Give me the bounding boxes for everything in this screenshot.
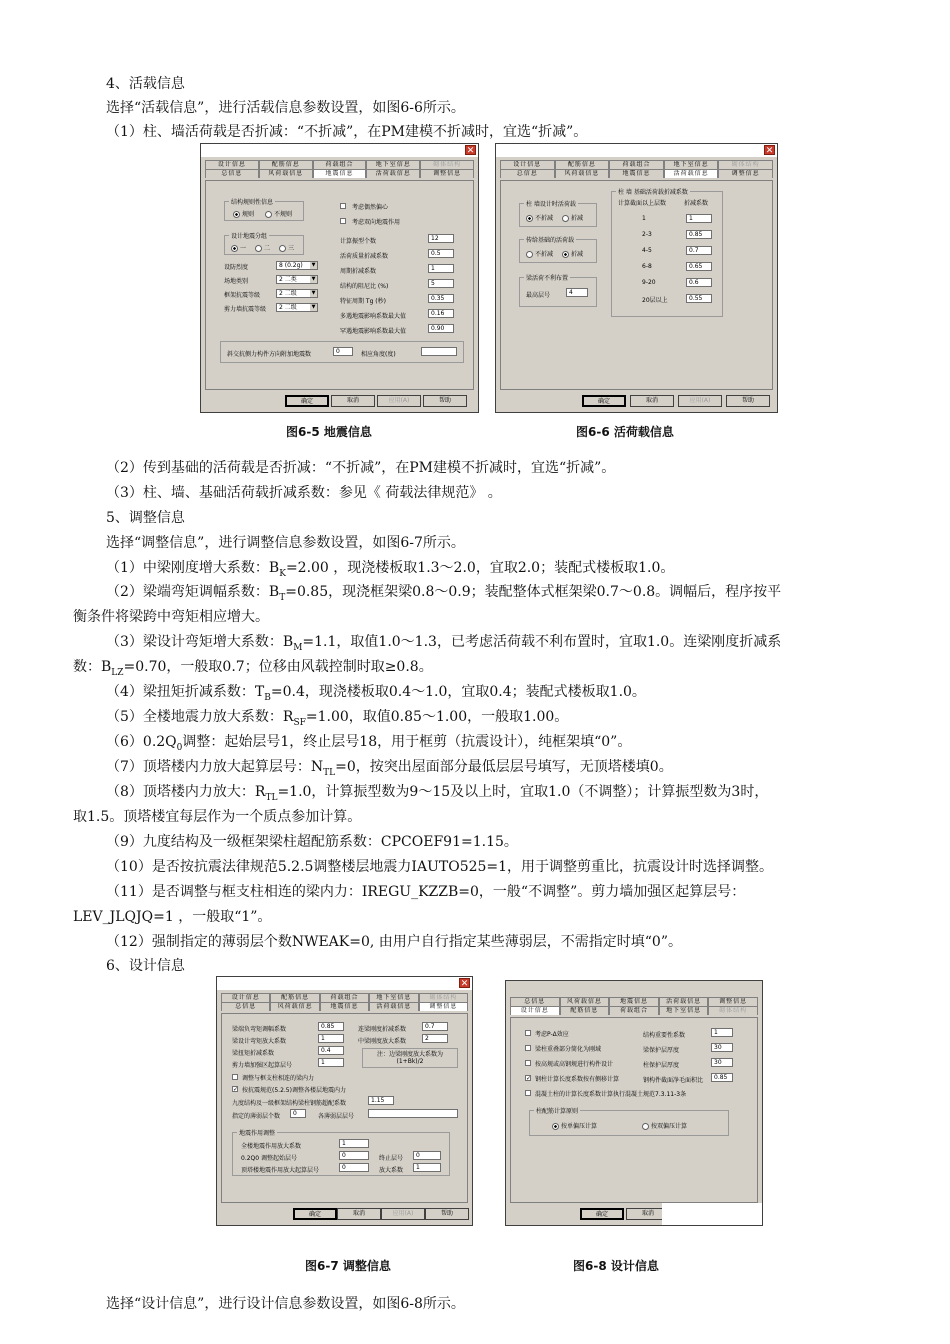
- paragraph-line: 5、调整信息: [106, 510, 185, 526]
- tab-reinforcement[interactable]: 配筋信息: [555, 160, 610, 169]
- ok-button[interactable]: 确定: [582, 395, 626, 407]
- torsion-reduction-input[interactable]: 0.4: [318, 1046, 344, 1055]
- wall-strengthen-input[interactable]: 1: [318, 1058, 344, 1067]
- ok-button[interactable]: 确定: [293, 1208, 337, 1220]
- tab-bar: [205, 160, 474, 180]
- tab-general[interactable]: 总信息: [500, 169, 555, 178]
- angle-label: 相应角度(度): [361, 351, 396, 358]
- tab-general[interactable]: 总信息: [221, 1002, 270, 1011]
- reduction-factor-input[interactable]: 0.55: [686, 294, 712, 303]
- seismic-adjust-checkbox[interactable]: ✓: [233, 1086, 239, 1093]
- checkbox-label: 混凝土柱的计算长度系数计算执行混凝土规范7.3.11-3条: [535, 1091, 687, 1098]
- checkbox-label: 钢柱计算长度系数按有侧移计算: [535, 1076, 620, 1083]
- weak-floors-label: 各薄弱层层号: [318, 1113, 355, 1120]
- note-box: 注：边梁刚度放大系数为 (1+Bk)/2: [362, 1048, 458, 1068]
- help-button[interactable]: 帮助: [425, 1208, 469, 1220]
- column-cover-label: 柱保护层厚度: [643, 1062, 680, 1069]
- reduction-factor-input[interactable]: 0.6: [686, 278, 712, 287]
- group-title: 柱 墙 基础活荷载折减系数: [618, 189, 688, 196]
- tab-wind[interactable]: 风荷载信息: [560, 997, 610, 1006]
- cancel-button[interactable]: 取消: [337, 1208, 381, 1220]
- net-gross-input[interactable]: 0.85: [711, 1073, 733, 1082]
- paragraph-line: （10）是否按抗震法律规范5.2.5调整楼层地震力IAUTO525=1，用于调整剪重比，抗震设计时选择调整。: [106, 859, 774, 875]
- paragraph-line: 选择“设计信息”，进行设计信息参数设置，如图6-8所示。: [106, 1296, 465, 1312]
- tg-label: 特征周期 Tg (秒): [340, 298, 386, 305]
- global-amp-input[interactable]: 1: [339, 1139, 369, 1148]
- q0-start-label: 0.2Q0 调整起始层号: [241, 1155, 297, 1162]
- figure-caption-6-6: 图6-6 活荷载信息: [576, 425, 674, 439]
- tab-load-combo[interactable]: 荷载组合: [313, 160, 367, 169]
- reduction-factor-input[interactable]: 0.85: [686, 230, 712, 239]
- adjust-dialog: [216, 976, 473, 1226]
- dialog-title-bar: [201, 144, 478, 157]
- text-run: （1）中梁刚度增大系数：B: [106, 560, 280, 576]
- seismic-panel: [205, 180, 474, 390]
- group-title: 设计地震分组: [231, 233, 268, 240]
- tab-wind[interactable]: 风荷载信息: [555, 169, 610, 178]
- reduction-factor-input[interactable]: 1: [686, 214, 712, 223]
- top-floor-label: 最高层号: [526, 292, 551, 299]
- cancel-button[interactable]: 取消: [331, 395, 375, 407]
- tab-adjust[interactable]: 调整信息: [708, 997, 758, 1006]
- mass-reduction-label: 活荷质量折减系数: [340, 253, 389, 260]
- rigid-zone-checkbox[interactable]: [525, 1045, 531, 1051]
- subscript: TL: [265, 792, 278, 803]
- tab-bar: [221, 993, 468, 1013]
- ok-button[interactable]: 确定: [580, 1208, 624, 1220]
- beam-cover-input[interactable]: 30: [711, 1043, 733, 1052]
- close-icon[interactable]: ✕: [466, 146, 475, 156]
- floor-range-label: 6-8: [642, 263, 652, 270]
- oblique-group: [220, 341, 464, 363]
- checkbox-label: 考虑双向地震作用: [352, 219, 401, 226]
- over-reinforce-label: 九度结构及一级框架结构梁柱钢筋超配系数: [232, 1100, 347, 1107]
- period-reduction-label: 周期折减系数: [340, 268, 377, 275]
- checkbox-label: 梁柱重叠部分简化为刚域: [535, 1046, 602, 1053]
- mode-count-label: 计算振型个数: [340, 238, 377, 245]
- design-dialog: [505, 980, 763, 1226]
- frequent-max-label: 多遇地震影响系数最大值: [340, 313, 407, 320]
- tower-amp-label: 放大系数: [379, 1167, 404, 1174]
- floor-range-label: 20层以上: [642, 297, 668, 304]
- live-load-dialog: [495, 143, 778, 413]
- column-cover-input[interactable]: 30: [711, 1058, 733, 1067]
- tg-input[interactable]: 0.35: [428, 294, 454, 303]
- subscript: B: [264, 692, 271, 703]
- close-icon[interactable]: ✕: [765, 146, 774, 156]
- tab-design[interactable]: 设计信息: [500, 160, 555, 169]
- group-title: 传给基础的活荷载: [526, 237, 575, 244]
- paragraph-line: （11）是否调整与框支柱相连的梁内力：IREGU_KZZB=0，一般“不调整”。剪力墙加强区起算层号：: [106, 884, 746, 900]
- apply-button: 应用(A): [678, 395, 722, 407]
- seismic-dialog: [200, 143, 479, 413]
- tab-basement[interactable]: 地下室信息: [664, 160, 719, 169]
- tower-start-label: 顶塔楼地震作用放大起算层号: [241, 1167, 320, 1174]
- tab-basement[interactable]: 地下室信息: [659, 1006, 709, 1015]
- weak-count-label: 指定的薄弱层个数: [232, 1113, 281, 1120]
- floor-range-label: 4-5: [642, 247, 652, 254]
- p-delta-checkbox[interactable]: [525, 1030, 531, 1036]
- tab-load-combo[interactable]: 荷载组合: [609, 160, 664, 169]
- importance-label: 结构重要性系数: [643, 1032, 686, 1039]
- tab-masonry: 砌体结构: [420, 160, 474, 169]
- dialog-buttons: [496, 395, 777, 409]
- frame-grade-select[interactable]: 2 二级 ▼: [276, 289, 318, 298]
- checkbox-label: 考虑偶然偏心: [352, 204, 389, 211]
- tower-amp-input[interactable]: 1: [413, 1163, 441, 1172]
- torsion-reduction-label: 梁扭矩折减系数: [232, 1050, 275, 1057]
- damping-input[interactable]: 5: [428, 279, 454, 288]
- live-load-panel: [500, 180, 773, 390]
- wall-strengthen-label: 剪力墙加强区起算层号: [232, 1062, 293, 1069]
- tab-live-load[interactable]: 活荷载信息: [659, 997, 709, 1006]
- coupling-beam-input[interactable]: 0.7: [422, 1022, 448, 1031]
- paragraph-line: （3）柱、墙、基础活荷载折减系数：参见《 荷载法律规范》 。: [106, 485, 502, 501]
- text-run: =0.70，一般取0.7；位移由风载控制时取≥0.8。: [123, 659, 433, 675]
- cancel-button[interactable]: 取消: [626, 1208, 670, 1220]
- tab-basement[interactable]: 地下室信息: [369, 993, 418, 1002]
- text-run: =0，按突出屋面部分最低层层号填写，无顶塔楼填0。: [335, 759, 673, 775]
- tab-seismic[interactable]: 地震信息: [609, 997, 659, 1006]
- group-1-radio[interactable]: 一: [231, 243, 246, 252]
- tab-reinforcement[interactable]: 配筋信息: [270, 993, 319, 1002]
- dialog-buttons: [201, 395, 478, 409]
- intensity-select[interactable]: 8 (0.2g) ▼: [276, 261, 318, 270]
- regularity-group: [224, 201, 304, 221]
- rare-max-label: 罕遇地震影响系数最大值: [340, 328, 407, 335]
- tab-seismic[interactable]: 地震信息: [313, 169, 367, 178]
- subscript: T: [279, 592, 286, 603]
- frame-grade-label: 框架抗震等级: [224, 292, 261, 299]
- importance-input[interactable]: 1: [711, 1028, 733, 1037]
- text-run: 调整：起始层号1，终止层号18，用于框剪（抗震设计），纯框架填“0”。: [182, 734, 632, 750]
- coupling-beam-label: 连梁刚度折减系数: [358, 1026, 407, 1033]
- tab-adjust[interactable]: 调整信息: [419, 1002, 468, 1011]
- reduce-radio[interactable]: 折减: [562, 213, 583, 222]
- tab-masonry: 砌体结构: [718, 160, 773, 169]
- column-header: 计算截面以上层数: [618, 200, 667, 207]
- group-title: 地震作用调整: [239, 1130, 276, 1137]
- design-group-group: [224, 235, 304, 255]
- mid-beam-stiffness-label: 中梁刚度放大系数: [358, 1038, 407, 1045]
- column-wall-live-group: [519, 203, 597, 227]
- text-run: =1.0，计算振型数为9～15及以上时，宜取1.0（不调整）；计算振型数为3时，: [277, 784, 769, 800]
- text-run: （4）梁扭矩折减系数：T: [106, 684, 265, 700]
- group-2-radio[interactable]: 二: [255, 243, 270, 252]
- tab-load-combo[interactable]: 荷载组合: [609, 1006, 659, 1015]
- tab-live-load[interactable]: 活荷载信息: [369, 1002, 418, 1011]
- group-title: 结构规则性信息: [231, 199, 274, 206]
- checkbox-label: 按抗震规范(5.2.5)调整各楼层地震内力: [242, 1087, 346, 1094]
- tab-design[interactable]: 设计信息: [221, 993, 270, 1002]
- tab-wind[interactable]: 风荷载信息: [270, 1002, 319, 1011]
- floor-range-label: 2-3: [642, 231, 652, 238]
- site-select[interactable]: 2 二类 ▼: [276, 275, 318, 284]
- tab-adjust[interactable]: 调整信息: [420, 169, 474, 178]
- beam-moment-amp-label: 梁设计弯矩放大系数: [232, 1038, 287, 1045]
- seismic-adjust-group: [232, 1132, 450, 1176]
- net-gross-label: 钢构件截面净毛面积比: [643, 1077, 704, 1084]
- paragraph-line: （1）柱、墙活荷载是否折减：“不折减”，在PM建模不折减时，宜选“折减”。: [106, 124, 588, 140]
- uniaxial-radio[interactable]: 按单偏压计算: [552, 1121, 597, 1130]
- paragraph-line: （2）传到基础的活荷载是否折减：“不折减”，在PM建模不折减时，宜选“折减”。: [106, 460, 616, 476]
- design-panel: [510, 1017, 758, 1203]
- text-run: （5）全楼地震力放大系数：R: [106, 709, 294, 725]
- group-title: 柱配筋计算原则: [536, 1108, 579, 1115]
- beam-moment-amp-input[interactable]: 1: [318, 1034, 344, 1043]
- column-design-group: [529, 1110, 729, 1136]
- close-icon[interactable]: ✕: [460, 979, 469, 989]
- tab-masonry: 砌体结构: [708, 1006, 758, 1015]
- biaxial-radio[interactable]: 按双偏压计算: [642, 1121, 687, 1130]
- mode-count-input[interactable]: 12: [428, 234, 454, 243]
- column-length-checkbox[interactable]: [525, 1090, 531, 1096]
- text-run: （3）梁设计弯矩增大系数：B: [106, 634, 294, 650]
- weak-floors-input[interactable]: [368, 1109, 458, 1118]
- over-reinforce-input[interactable]: 1.15: [368, 1096, 394, 1105]
- beam-cover-label: 梁保护层厚度: [643, 1047, 680, 1054]
- paragraph-line: 4、活载信息: [106, 76, 185, 92]
- rare-max-input[interactable]: 0.90: [428, 324, 454, 333]
- wall-grade-label: 剪力墙抗震等级: [224, 306, 267, 313]
- moment-redistribution-label: 梁端负弯矩调幅系数: [232, 1026, 287, 1033]
- text-run: （7）顶塔楼内力放大起算层号：N: [106, 759, 324, 775]
- period-reduction-input[interactable]: 1: [428, 264, 454, 273]
- transfer-beam-checkbox[interactable]: [232, 1074, 238, 1080]
- paragraph-line: 6、设计信息: [106, 958, 185, 974]
- q0-start-input[interactable]: 0: [339, 1151, 369, 1160]
- help-button[interactable]: 帮助: [726, 395, 770, 407]
- tab-masonry: 砌体结构: [419, 993, 468, 1002]
- tab-live-load[interactable]: 活荷载信息: [366, 169, 420, 178]
- subscript: LZ: [111, 667, 124, 678]
- site-label: 场地类别: [224, 278, 249, 285]
- tab-general[interactable]: 总信息: [510, 997, 560, 1006]
- accidental-eccentricity-checkbox[interactable]: [340, 203, 346, 209]
- paragraph-line: （12）强制指定的薄弱层个数NWEAK=0, 由用户自行指定某些薄弱层，不需指定时填“0”。: [106, 934, 683, 950]
- oblique-label: 斜交抗侧力构件方向附加地震数: [227, 351, 312, 358]
- text-run: 数：B: [73, 659, 112, 675]
- tab-design[interactable]: 设计信息: [205, 160, 259, 169]
- regular-radio[interactable]: 规则: [233, 209, 254, 218]
- paragraph-line: （9）九度结构及一级框架梁柱超配筋系数：CPCOEF91=1.15。: [106, 834, 518, 850]
- tower-start-input[interactable]: 0: [339, 1163, 369, 1172]
- frequent-max-input[interactable]: 0.16: [428, 309, 454, 318]
- group-title: 柱 墙设计时活荷载: [526, 201, 576, 208]
- text-run: =1.1，取值1.0～1.3，已考虑活荷载不利布置时，宜取1.0。连梁刚度折减系: [302, 634, 782, 650]
- subscript: SF: [293, 717, 306, 728]
- tab-adjust[interactable]: 调整信息: [718, 169, 773, 178]
- column-header: 折减系数: [684, 200, 709, 207]
- group-3-radio[interactable]: 三: [279, 243, 294, 252]
- sway-checkbox[interactable]: ✓: [526, 1075, 532, 1082]
- paragraph-line: 选择“调整信息”，进行调整信息参数设置，如图6-7所示。: [106, 535, 465, 551]
- tab-seismic[interactable]: 地震信息: [320, 1002, 369, 1011]
- text-run: =1.00，取值0.85～1.00，一般取1.00。: [305, 709, 569, 725]
- no-reduce-radio[interactable]: 不折减: [526, 249, 553, 258]
- tab-live-load[interactable]: 活荷载信息: [664, 169, 719, 178]
- angle-input[interactable]: [421, 347, 457, 356]
- figure-caption-6-5: 图6-5 地震信息: [286, 425, 372, 439]
- checkbox-label: 按高规或高钢规进行构件设计: [535, 1061, 614, 1068]
- mass-reduction-input[interactable]: 0.5: [428, 249, 454, 258]
- tab-load-combo[interactable]: 荷载组合: [320, 993, 369, 1002]
- checkbox-label: 考虑P-Δ效应: [535, 1031, 569, 1038]
- q0-end-input[interactable]: 0: [413, 1151, 441, 1160]
- text-run: （6）0.2Q: [106, 734, 177, 750]
- text-run: =0.85，现浇框架梁0.8～0.9；装配整体式框架梁0.7～0.8。调幅后，程序按平: [285, 584, 782, 600]
- cancel-button[interactable]: 取消: [630, 395, 674, 407]
- text-run: （8）顶塔楼内力放大：R: [106, 784, 266, 800]
- text-run: =2.00 ，现浇楼板取1.3～2.0，宜取2.0；装配式楼板取1.0。: [285, 560, 675, 576]
- subscript: 0: [176, 742, 183, 753]
- figure-caption-6-8: 图6-8 设计信息: [573, 1259, 659, 1273]
- text-run: （2）梁端弯矩调幅系数：B: [106, 584, 280, 600]
- bidirectional-checkbox[interactable]: [340, 218, 346, 224]
- paragraph-line: 衡条件将梁跨中弯矩相应增大。: [73, 609, 269, 625]
- beam-live-group: [519, 277, 597, 307]
- floor-range-label: 9-20: [642, 279, 656, 286]
- cropped-area: [662, 1203, 763, 1225]
- reduction-factor-input[interactable]: 0.65: [686, 262, 712, 271]
- no-reduce-radio[interactable]: 不折减: [526, 213, 553, 222]
- reduce-radio[interactable]: 折减: [562, 249, 583, 258]
- mid-beam-stiffness-input[interactable]: 2: [422, 1034, 448, 1043]
- high-rise-code-checkbox[interactable]: [525, 1060, 531, 1066]
- figure-caption-6-7: 图6-7 调整信息: [305, 1259, 391, 1273]
- wall-grade-select[interactable]: 2 二级 ▼: [276, 303, 318, 312]
- intensity-label: 设防烈度: [224, 264, 249, 271]
- tab-design[interactable]: 设计信息: [510, 1006, 560, 1015]
- damping-label: 结构的阻尼比 (%): [340, 283, 389, 290]
- tab-reinforcement[interactable]: 配筋信息: [259, 160, 313, 169]
- tab-bar: [500, 160, 773, 180]
- oblique-input[interactable]: 0: [333, 347, 353, 356]
- subscript: TL: [323, 767, 336, 778]
- group-title: 梁活荷不利布置: [526, 275, 569, 282]
- adjust-panel: [221, 1013, 468, 1203]
- dialog-title-bar: [496, 144, 777, 157]
- dialog-buttons: [217, 1208, 472, 1222]
- tab-reinforcement[interactable]: 配筋信息: [560, 1006, 610, 1015]
- tab-basement[interactable]: 地下室信息: [366, 160, 420, 169]
- tab-general[interactable]: 总信息: [205, 169, 259, 178]
- reduction-factor-group: [611, 191, 723, 317]
- tab-bar: [510, 997, 758, 1017]
- moment-redistribution-input[interactable]: 0.85: [318, 1022, 344, 1031]
- floor-range-label: 1: [642, 215, 646, 222]
- paragraph-line: 取1.5。顶塔楼宜每层作为一个质点参加计算。: [73, 809, 362, 825]
- paragraph-line: LEV_JLQJQ=1 ，一般取“1”。: [73, 909, 272, 925]
- foundation-live-group: [519, 239, 597, 263]
- checkbox-label: 调整与框支柱相连的梁内力: [242, 1075, 315, 1082]
- reduction-factor-input[interactable]: 0.7: [686, 246, 712, 255]
- weak-count-input[interactable]: 0: [290, 1109, 306, 1118]
- ok-button[interactable]: 确定: [285, 395, 329, 407]
- apply-button: 应用(A): [381, 1208, 425, 1220]
- tab-wind[interactable]: 风荷载信息: [259, 169, 313, 178]
- dialog-title-bar: [217, 977, 472, 990]
- top-floor-input[interactable]: 4: [566, 288, 588, 297]
- global-amp-label: 全楼地震作用放大系数: [241, 1143, 302, 1150]
- paragraph-line: 选择“活载信息”，进行活载信息参数设置，如图6-6所示。: [106, 100, 465, 116]
- text-run: =0.4，现浇楼板取0.4～1.0，宜取0.4；装配式楼板取1.0。: [270, 684, 646, 700]
- q0-end-label: 终止层号: [379, 1155, 404, 1162]
- subscript: K: [279, 568, 286, 579]
- irregular-radio[interactable]: 不规则: [265, 209, 292, 218]
- subscript: M: [293, 642, 303, 653]
- tab-seismic[interactable]: 地震信息: [609, 169, 664, 178]
- help-button[interactable]: 帮助: [423, 395, 467, 407]
- apply-button: 应用(A): [377, 395, 421, 407]
